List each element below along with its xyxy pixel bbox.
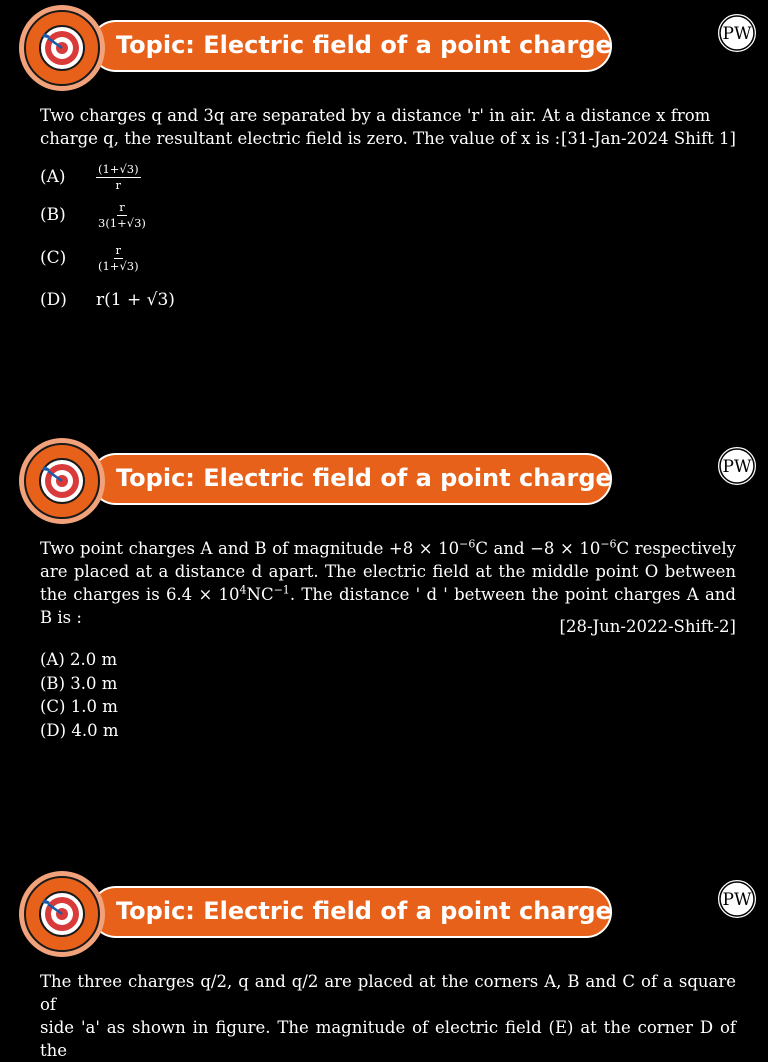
option-letter: (A) <box>40 167 66 187</box>
topic-banner <box>90 886 612 938</box>
option-fraction: $\frac{r}{3(1+√3)}$ <box>98 200 146 230</box>
option-b <box>40 201 148 230</box>
option-fraction: $\frac{(1+√3)}{r}$ <box>98 162 139 192</box>
pw-logo-text: PW <box>722 457 752 477</box>
topic-title: Topic: Electric field of a point charge <box>116 31 612 59</box>
option-c <box>40 244 141 273</box>
option-letter: (B) <box>40 205 66 225</box>
pw-logo-text: PW <box>722 24 752 44</box>
topic-title: Topic: Electric field of a point charge <box>116 897 612 925</box>
option-text: r(1 + √3) <box>96 290 175 310</box>
target-icon <box>18 437 106 525</box>
question-text <box>40 104 736 150</box>
question-line-1: Two charges q and 3q are separated by a distance 'r' in air. At a distance x from <box>40 106 711 125</box>
topic-banner <box>90 453 612 505</box>
question-reference: [31-Jan-2024 Shift 1] <box>560 129 736 148</box>
pw-logo-icon <box>715 11 759 55</box>
option-d: (D) 4.0 m <box>40 720 119 740</box>
option-d <box>40 290 175 310</box>
pw-logo-text: PW <box>722 890 752 910</box>
option-b: (B) 3.0 m <box>40 673 118 693</box>
option-letter: (C) <box>40 248 67 268</box>
question-line-2: charge q, the resultant electric field is zero. The value of x is : <box>40 129 561 148</box>
question-line-1: The three charges q/2, q and q/2 are placed at the corners A, B and C of a square of <box>40 972 736 1014</box>
option-c: (C) 1.0 m <box>40 697 118 716</box>
topic-title: Topic: Electric field of a point charge <box>116 464 612 492</box>
option-a <box>40 163 141 192</box>
pw-logo-icon <box>715 877 759 921</box>
option-letter: (D) <box>40 290 67 310</box>
option-a: (A) 2.0 m <box>40 650 118 669</box>
question-line-2: side 'a' as shown in figure. The magnitude of electric field (E) at the corner D of the <box>40 1018 736 1060</box>
target-icon <box>18 870 106 958</box>
target-icon <box>18 4 106 92</box>
option-fraction: $\frac{r}{(1+√3)}$ <box>98 243 139 273</box>
question-text: Two point charges A and B of magnitude $+8 \times 10^{-6}C$ and $-8 \times 10^{-6}C$ respectively are placed at a distance d apart. The electric field at the middle point O between the charges is $6.4 \times 10^4NC^{-1}$. The distance ' d ' between the point charges A and B is : <box>40 537 736 627</box>
topic-banner <box>90 20 612 72</box>
question-reference: [28-Jun-2022-Shift-2] <box>559 617 736 636</box>
options-list <box>40 648 118 742</box>
question-text <box>40 970 736 1062</box>
pw-logo-icon <box>715 444 759 488</box>
